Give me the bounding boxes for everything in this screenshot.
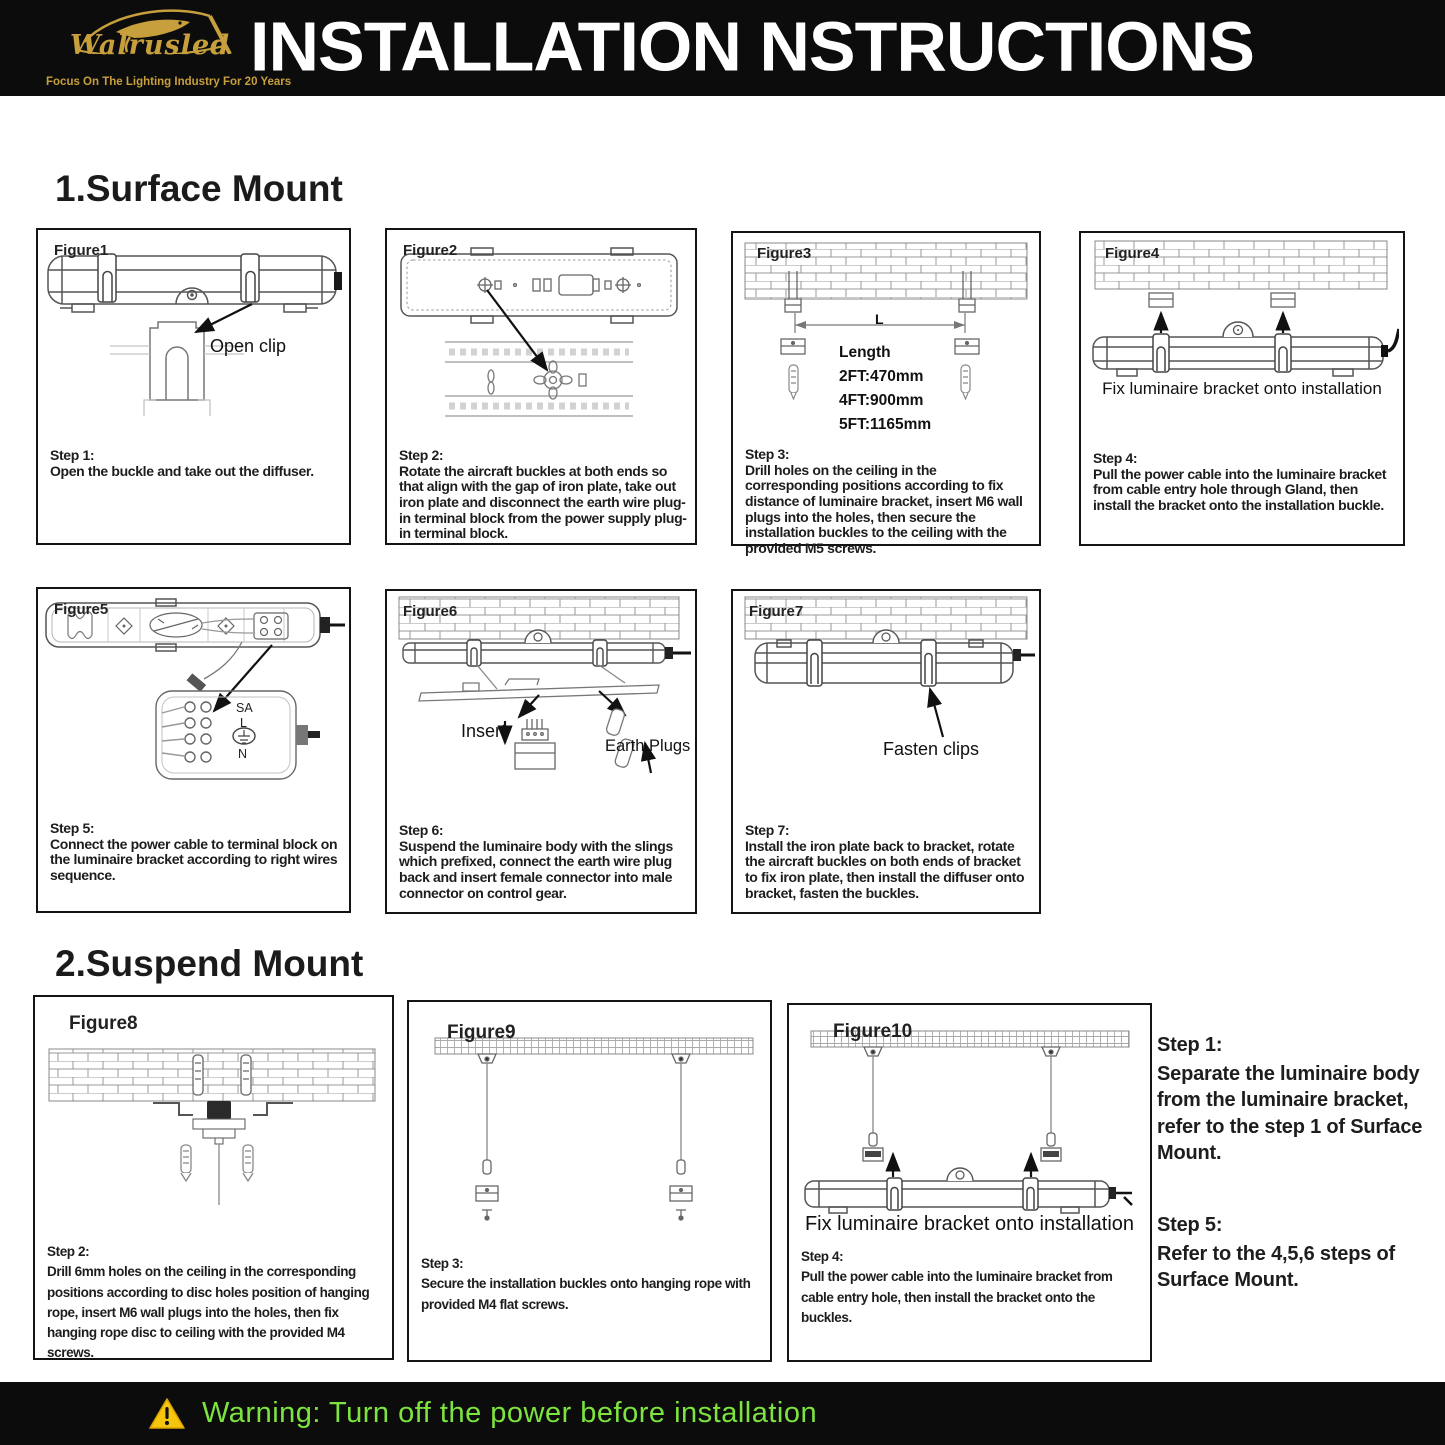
brand-logo bbox=[46, 2, 292, 94]
warning-bar bbox=[0, 1382, 1445, 1445]
step-text: Secure the installation buckles onto hanging rope with provided M4 flat screws. bbox=[421, 1276, 751, 1312]
step6-block bbox=[399, 823, 687, 901]
step-title: Step 2: bbox=[399, 447, 444, 463]
step5-block bbox=[50, 821, 341, 884]
header-bar bbox=[0, 0, 1445, 96]
step-text: Connect the power cable to terminal block on the luminaire bracket according to right wires sequence. bbox=[50, 835, 338, 884]
figure1-illustration bbox=[38, 230, 349, 445]
suspend-step3-block bbox=[421, 1254, 760, 1315]
step-title: Step 4: bbox=[1093, 450, 1138, 466]
step-title: Step 4: bbox=[801, 1249, 844, 1264]
suspend-side-step5 bbox=[1157, 1212, 1444, 1294]
figure6-card bbox=[385, 589, 697, 914]
figure5-illustration bbox=[38, 589, 349, 819]
warning-triangle-icon bbox=[148, 1397, 186, 1431]
length-5ft: 5FT:1165mm bbox=[839, 416, 932, 434]
figure10-card bbox=[787, 1003, 1152, 1362]
figure2-illustration bbox=[387, 230, 695, 445]
suspend-step4-block bbox=[801, 1247, 1140, 1328]
open-clip-annotation: Open clip bbox=[210, 336, 287, 356]
figure3-card bbox=[731, 231, 1041, 557]
figure6-label: Figure6 bbox=[403, 603, 458, 620]
step-text: Open the buckle and take out the diffuser. bbox=[50, 462, 314, 479]
suspend-step2-block bbox=[47, 1242, 382, 1364]
warning-text: Warning: Turn off the power before installation bbox=[202, 1397, 818, 1429]
length-title: Length bbox=[839, 344, 891, 361]
step3-block bbox=[745, 447, 1031, 557]
terminal-label-n: N bbox=[238, 747, 248, 761]
page-title: INSTALLATION NSTRUCTIONS bbox=[250, 7, 1254, 86]
dimension-label: L bbox=[875, 311, 884, 327]
figure2-card bbox=[385, 228, 697, 545]
section-heading-surface-mount: 1.Surface Mount bbox=[55, 168, 343, 209]
brand-tagline: Focus On The Lighting Industry For 20 Years bbox=[46, 76, 292, 88]
figure4-card bbox=[1079, 231, 1405, 546]
figure4-label: Figure4 bbox=[1105, 245, 1160, 262]
figure4-illustration bbox=[1081, 233, 1403, 448]
step-text: Pull the power cable into the luminaire bracket from cable entry hole, then install the bracket onto the buckles. bbox=[801, 1269, 1113, 1325]
figure3-label: Figure3 bbox=[757, 245, 812, 262]
step-title: Step 5: bbox=[1157, 1214, 1223, 1236]
step-text: Separate the luminaire body from the luminaire bracket, refer to the step 1 of Surface Mount. bbox=[1157, 1062, 1423, 1165]
fasten-clips-annotation: Fasten clips bbox=[883, 739, 980, 759]
figure7-illustration bbox=[733, 591, 1039, 821]
figure1-label: Figure1 bbox=[54, 242, 109, 259]
step-text: Refer to the 4,5,6 steps of Surface Mount. bbox=[1157, 1242, 1395, 1292]
figure8-card bbox=[33, 995, 394, 1360]
step-text: Suspend the luminaire body with the slings which prefixed, connect the earth wire plug back and insert female connector into male connector on control gear. bbox=[399, 837, 673, 901]
step-title: Step 5: bbox=[50, 820, 95, 836]
step-text: Drill holes on the ceiling in the corresponding positions according to fix distance of luminaire bracket, insert M6 wall plugs into the holes, then secure the installation buckles to the ceiling with the provided M5 screws. bbox=[745, 461, 1023, 557]
step4-block bbox=[1093, 451, 1395, 514]
figure7-label: Figure7 bbox=[749, 603, 804, 620]
figure3-illustration bbox=[733, 233, 1039, 445]
step-title: Step 6: bbox=[399, 822, 444, 838]
step7-block bbox=[745, 823, 1031, 901]
figure1-card bbox=[36, 228, 351, 545]
figure7-card bbox=[731, 589, 1041, 914]
figure6-illustration bbox=[387, 591, 695, 821]
step1-block bbox=[50, 448, 341, 479]
earth-plugs-annotation: Earth Plugs bbox=[605, 737, 691, 755]
figure5-label: Figure5 bbox=[54, 601, 109, 618]
figure8-label: Figure8 bbox=[69, 1013, 138, 1034]
step2-block bbox=[399, 448, 687, 542]
step-title: Step 3: bbox=[745, 446, 790, 462]
length-4ft: 4FT:900mm bbox=[839, 392, 924, 410]
figure10-caption: Fix luminaire bracket onto installation bbox=[804, 1213, 1135, 1235]
step-text: Pull the power cable into the luminaire bracket from cable entry hole through Gland, then install the bracket onto the installation buckle. bbox=[1093, 465, 1387, 514]
brand-name: Walrusled bbox=[69, 30, 231, 61]
terminal-label-sa: SA bbox=[236, 701, 253, 715]
section-heading-suspend-mount: 2.Suspend Mount bbox=[55, 943, 364, 984]
step-title: Step 3: bbox=[421, 1256, 464, 1271]
figure5-card bbox=[36, 587, 351, 913]
step-text: Install the iron plate back to bracket, rotate the aircraft buckles on both ends of bracket to fix iron plate, then install the diffuser onto bracket, fasten the buckles. bbox=[745, 837, 1025, 901]
figure4-caption: Fix luminaire bracket onto installation bbox=[1102, 379, 1382, 398]
step-title: Step 1: bbox=[50, 447, 95, 463]
step-title: Step 1: bbox=[1157, 1034, 1223, 1056]
length-2ft: 2FT:470mm bbox=[839, 368, 924, 386]
insert-annotation: Insert bbox=[461, 721, 507, 741]
step-title: Step 2: bbox=[47, 1244, 90, 1259]
suspend-side-step1 bbox=[1157, 1032, 1444, 1167]
figure9-card bbox=[407, 1000, 772, 1362]
step-text: Rotate the aircraft buckles at both ends so that align with the gap of iron plate, take out iron plate and disconnect the earth wire plug-in terminal block from the power supply plug-in terminal block. bbox=[399, 462, 687, 542]
length-table bbox=[839, 341, 931, 437]
figure9-label: Figure9 bbox=[447, 1022, 516, 1043]
figure10-label: Figure10 bbox=[833, 1021, 913, 1042]
step-text: Drill 6mm holes on the ceiling in the corresponding positions according to disc holes position of hanging rope, insert M6 wall plugs into the holes, then fix hanging rope disc to ceiling with the provided M4 screws. bbox=[47, 1264, 370, 1361]
terminal-label-l: L bbox=[240, 716, 247, 730]
figure2-label: Figure2 bbox=[403, 242, 458, 259]
step-title: Step 7: bbox=[745, 822, 790, 838]
